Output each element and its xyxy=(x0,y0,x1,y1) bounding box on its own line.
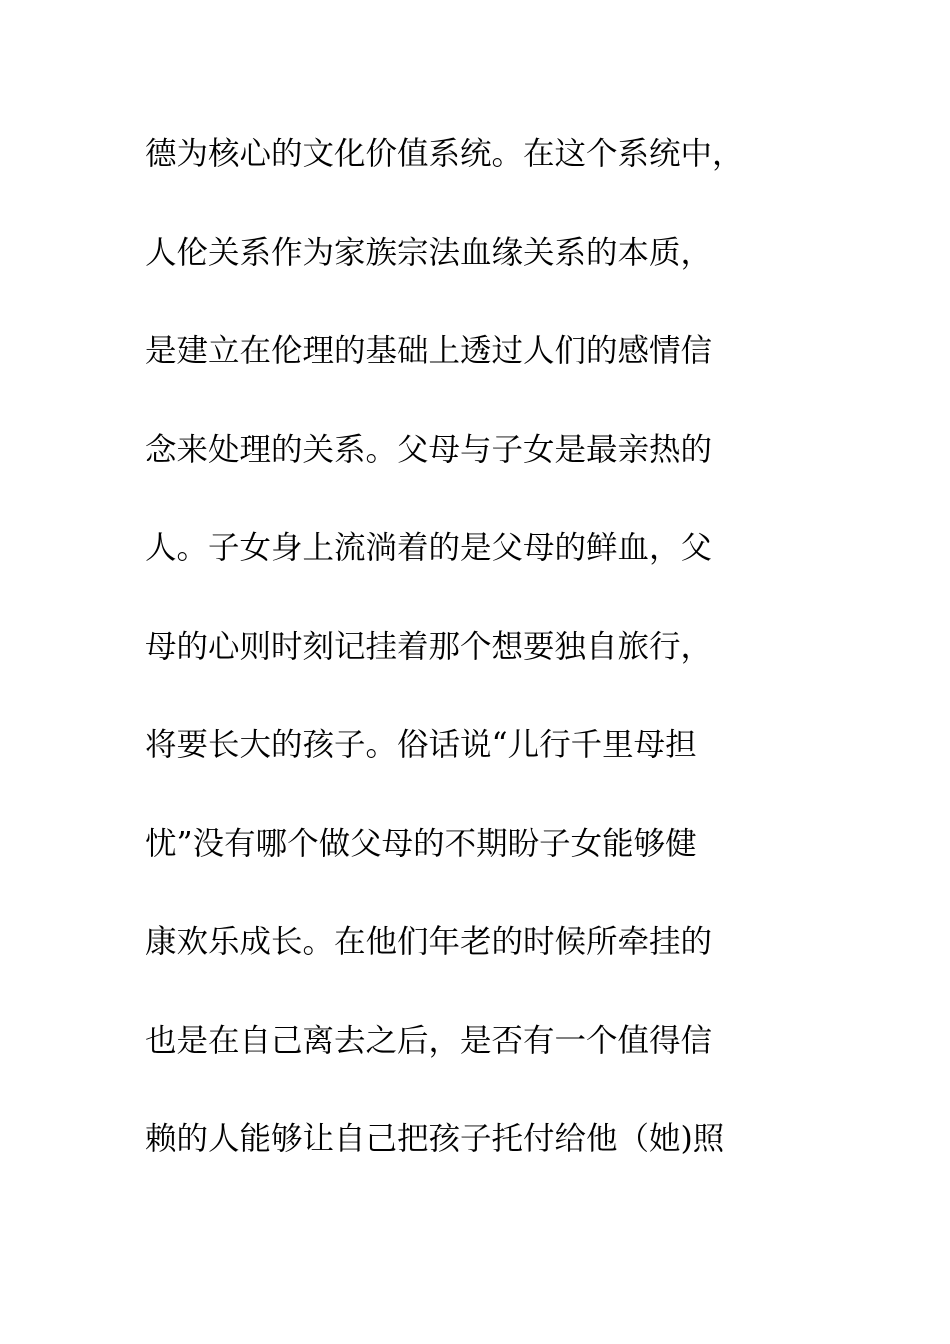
text-line-7: 将要长大的孩子。俗话说“儿行千里母担 xyxy=(145,727,697,763)
text-line-11: 赖的人能够让自己把孩子托付给他（她)照 xyxy=(145,1121,725,1157)
text-line-4: 念来处理的关系。父母与子女是最亲热的 xyxy=(145,431,713,468)
text-line-10: 也是在自己离去之后，是否有一个值得信 xyxy=(145,1022,713,1059)
text-line-6: 母的心则时刻记挂着那个想要独自旅行， xyxy=(145,628,713,665)
document-body-text xyxy=(145,122,835,1206)
text-line-2: 人伦关系作为家族宗法血缘关系的本质， xyxy=(145,234,713,271)
text-line-1: 德为核心的文化价值系统。在这个系统中， xyxy=(145,136,744,172)
text-line-5: 人。子女身上流淌着的是父母的鲜血，父 xyxy=(145,530,713,566)
text-line-9: 康欢乐成长。在他们年老的时候所牵挂的 xyxy=(145,924,713,960)
text-line-3: 是建立在伦理的基础上透过人们的感情信 xyxy=(145,333,713,369)
text-line-8: 忧”没有哪个做父母的不期盼子女能够健 xyxy=(145,825,697,862)
